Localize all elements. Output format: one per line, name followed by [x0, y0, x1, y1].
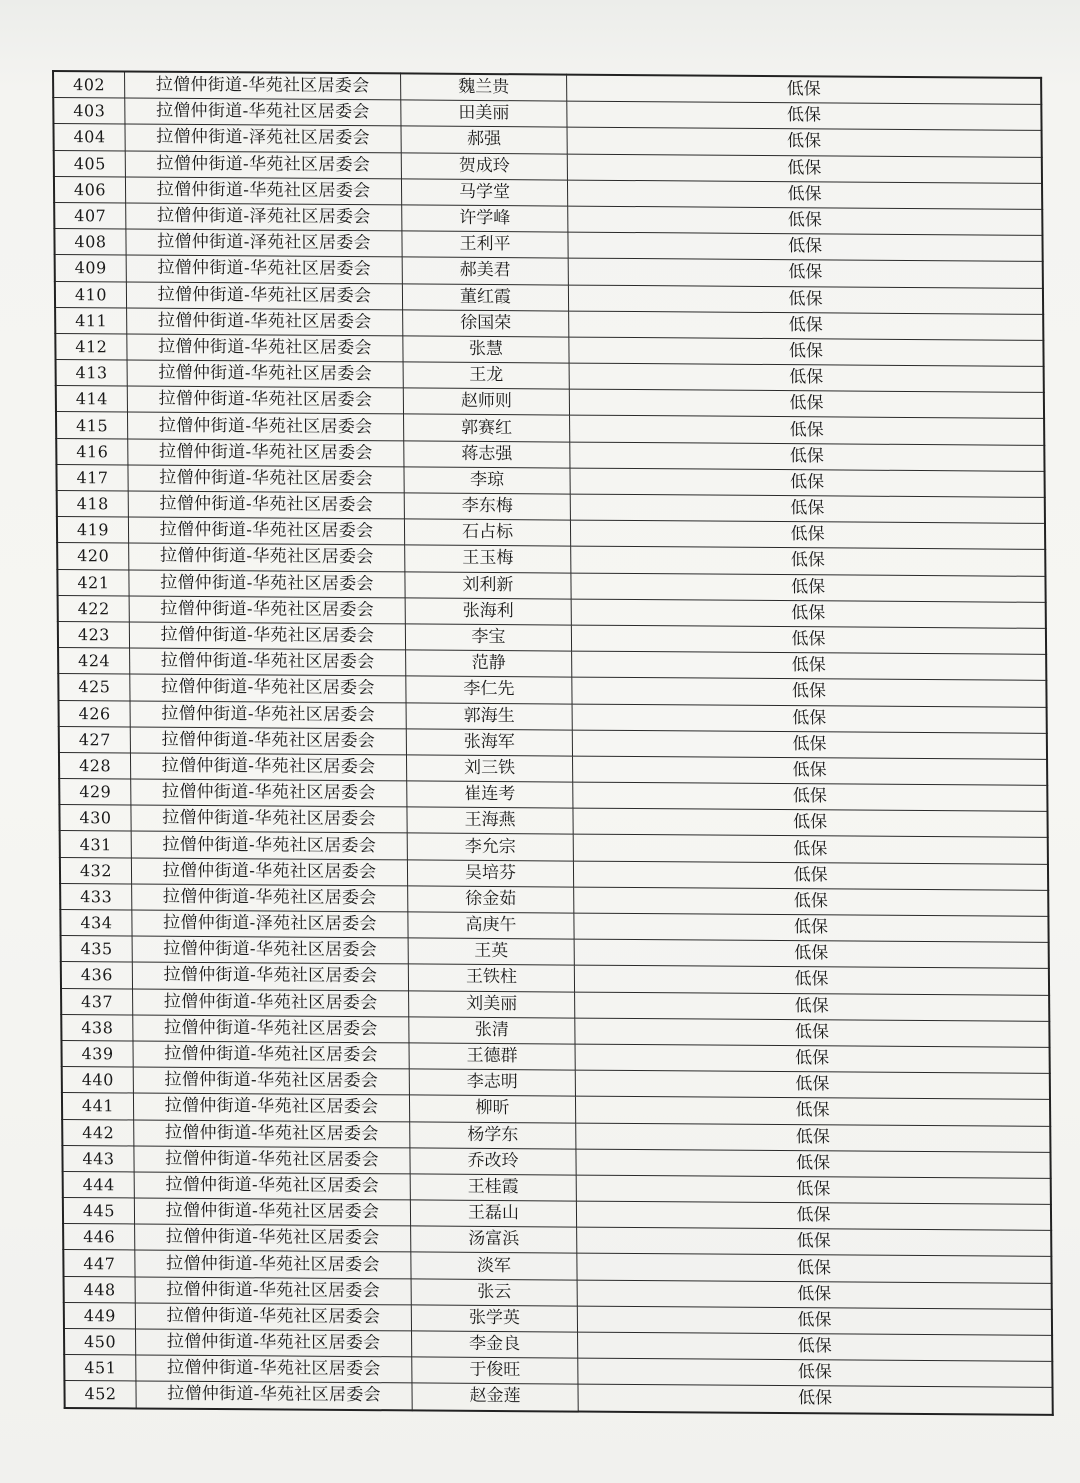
row-number: 432 [60, 857, 132, 884]
row-name: 郝强 [401, 126, 567, 153]
row-number: 406 [54, 176, 126, 203]
row-unit: 拉僧仲街道-华苑社区居委会 [136, 1381, 412, 1410]
row-type: 低保 [575, 1044, 1050, 1073]
row-number: 416 [56, 438, 128, 465]
row-name: 张学英 [411, 1305, 577, 1332]
row-unit: 拉僧仲街道-华苑社区居委会 [131, 858, 407, 886]
row-name: 王利平 [402, 231, 568, 258]
row-unit: 拉僧仲街道-华苑社区居委会 [128, 465, 404, 493]
row-number: 421 [57, 569, 129, 596]
row-name: 乔改玲 [410, 1148, 576, 1175]
row-name: 郝美君 [402, 257, 568, 284]
row-name: 王龙 [403, 362, 569, 389]
row-type: 低保 [569, 389, 1044, 418]
row-unit: 拉僧仲街道-泽苑社区居委会 [132, 910, 408, 938]
row-type: 低保 [567, 154, 1042, 183]
row-number: 411 [55, 307, 127, 334]
row-number: 441 [62, 1093, 134, 1120]
row-name: 王铁柱 [408, 964, 574, 991]
row-unit: 拉僧仲街道-华苑社区居委会 [127, 308, 403, 336]
row-type: 低保 [567, 75, 1042, 105]
row-number: 442 [62, 1119, 134, 1146]
row-type: 低保 [578, 1332, 1053, 1361]
recipient-table [52, 70, 1054, 1415]
row-type: 低保 [571, 599, 1046, 628]
row-type: 低保 [578, 1384, 1053, 1414]
row-number: 405 [54, 150, 126, 177]
row-type: 低保 [568, 206, 1043, 235]
row-type: 低保 [575, 1018, 1050, 1047]
row-number: 419 [57, 517, 129, 544]
row-number: 444 [63, 1171, 135, 1198]
row-name: 汤富浜 [411, 1226, 577, 1253]
row-type: 低保 [570, 494, 1045, 523]
row-unit: 拉僧仲街道-华苑社区居委会 [135, 1224, 411, 1252]
row-name: 刘三铁 [406, 755, 572, 782]
row-name: 淡军 [411, 1252, 577, 1279]
row-name: 刘美丽 [409, 990, 575, 1017]
row-name: 李琼 [404, 467, 570, 494]
row-number: 447 [63, 1250, 135, 1277]
row-number: 417 [56, 464, 128, 491]
row-type: 低保 [571, 573, 1046, 602]
row-unit: 拉僧仲街道-华苑社区居委会 [131, 831, 407, 859]
row-name: 刘利新 [405, 571, 571, 598]
row-type: 低保 [567, 180, 1042, 209]
row-unit: 拉僧仲街道-华苑社区居委会 [136, 1355, 412, 1383]
row-number: 433 [60, 883, 132, 910]
row-type: 低保 [570, 520, 1045, 549]
row-number: 431 [60, 831, 132, 858]
row-name: 柳昕 [409, 1095, 575, 1122]
row-unit: 拉僧仲街道-华苑社区居委会 [133, 1093, 409, 1121]
row-name: 赵金莲 [412, 1383, 578, 1411]
row-number: 408 [54, 229, 126, 256]
row-number: 418 [57, 490, 129, 517]
row-unit: 拉僧仲街道-华苑社区居委会 [128, 517, 404, 545]
row-type: 低保 [572, 651, 1047, 680]
row-type: 低保 [567, 101, 1042, 130]
row-number: 448 [64, 1276, 136, 1303]
row-unit: 拉僧仲街道-华苑社区居委会 [129, 543, 405, 571]
row-number: 428 [59, 752, 131, 779]
row-name: 郭赛红 [404, 414, 570, 441]
row-number: 403 [53, 98, 125, 125]
row-name: 王德群 [409, 1043, 575, 1070]
row-number: 452 [64, 1381, 136, 1408]
row-unit: 拉僧仲街道-华苑社区居委会 [125, 177, 401, 205]
row-name: 贺成玲 [401, 152, 567, 179]
row-name: 范静 [406, 650, 572, 677]
row-type: 低保 [577, 1227, 1052, 1256]
row-unit: 拉僧仲街道-泽苑社区居委会 [126, 203, 402, 231]
row-name: 张海利 [405, 598, 571, 625]
row-number: 422 [58, 595, 130, 622]
row-type: 低保 [571, 546, 1046, 575]
row-number: 404 [53, 124, 125, 151]
row-number: 438 [61, 1014, 133, 1041]
row-unit: 拉僧仲街道-华苑社区居委会 [128, 439, 404, 467]
row-name: 高庚午 [408, 912, 574, 939]
row-unit: 拉僧仲街道-华苑社区居委会 [133, 1067, 409, 1095]
row-type: 低保 [574, 913, 1049, 942]
row-name: 王玉梅 [405, 545, 571, 572]
row-name: 王磊山 [410, 1200, 576, 1227]
row-number: 402 [53, 71, 125, 98]
row-type: 低保 [573, 861, 1048, 890]
row-number: 443 [62, 1145, 134, 1172]
row-name: 李东梅 [404, 493, 570, 520]
row-number: 412 [55, 333, 127, 360]
row-type: 低保 [571, 625, 1046, 654]
row-number: 423 [58, 621, 130, 648]
row-name: 蒋志强 [404, 441, 570, 468]
row-number: 440 [62, 1067, 134, 1094]
row-type: 低保 [572, 677, 1047, 706]
row-type: 低保 [573, 808, 1048, 837]
row-unit: 拉僧仲街道-华苑社区居委会 [135, 1329, 411, 1357]
row-unit: 拉僧仲街道-华苑社区居委会 [134, 1119, 410, 1147]
row-number: 436 [61, 962, 133, 989]
row-name: 杨学东 [410, 1121, 576, 1148]
row-type: 低保 [575, 1096, 1050, 1125]
row-type: 低保 [576, 1201, 1051, 1230]
row-type: 低保 [577, 1254, 1052, 1283]
row-name: 王英 [408, 938, 574, 965]
row-unit: 拉僧仲街道-华苑社区居委会 [125, 98, 401, 126]
row-number: 415 [56, 412, 128, 439]
row-unit: 拉僧仲街道-华苑社区居委会 [132, 962, 408, 990]
row-name: 许学峰 [402, 205, 568, 232]
row-name: 李志明 [409, 1069, 575, 1096]
row-type: 低保 [570, 468, 1045, 497]
row-number: 429 [59, 779, 131, 806]
row-name: 魏兰贵 [401, 73, 567, 101]
row-unit: 拉僧仲街道-华苑社区居委会 [134, 1198, 410, 1226]
row-number: 451 [64, 1355, 136, 1382]
row-number: 425 [58, 674, 130, 701]
row-name: 田美丽 [401, 100, 567, 127]
row-number: 410 [55, 281, 127, 308]
row-unit: 拉僧仲街道-华苑社区居委会 [128, 491, 404, 519]
row-number: 446 [63, 1224, 135, 1251]
row-type: 低保 [576, 1123, 1051, 1152]
row-type: 低保 [576, 1175, 1051, 1204]
row-type: 低保 [570, 442, 1045, 471]
row-unit: 拉僧仲街道-华苑社区居委会 [133, 989, 409, 1017]
row-type: 低保 [570, 416, 1045, 445]
row-name: 赵师则 [403, 388, 569, 415]
row-name: 吴培芬 [407, 860, 573, 887]
row-unit: 拉僧仲街道-华苑社区居委会 [126, 282, 402, 310]
row-unit: 拉僧仲街道-华苑社区居委会 [129, 596, 405, 624]
row-unit: 拉僧仲街道-华苑社区居委会 [129, 622, 405, 650]
row-type: 低保 [572, 756, 1047, 785]
row-type: 低保 [576, 1149, 1051, 1178]
row-type: 低保 [568, 285, 1043, 314]
row-unit: 拉僧仲街道-华苑社区居委会 [130, 753, 406, 781]
row-number: 434 [60, 909, 132, 936]
row-type: 低保 [568, 258, 1043, 287]
row-name: 马学堂 [401, 179, 567, 206]
row-name: 石占标 [404, 519, 570, 546]
row-unit: 拉僧仲街道-华苑社区居委会 [127, 386, 403, 414]
row-number: 427 [59, 726, 131, 753]
row-type: 低保 [578, 1358, 1053, 1387]
row-name: 王海燕 [407, 807, 573, 834]
row-unit: 拉僧仲街道-华苑社区居委会 [130, 648, 406, 676]
row-unit: 拉僧仲街道-华苑社区居委会 [133, 1015, 409, 1043]
row-name: 张慧 [403, 336, 569, 363]
document-page [52, 70, 1054, 1437]
row-number: 409 [55, 255, 127, 282]
row-type: 低保 [572, 704, 1047, 733]
row-name: 王桂霞 [410, 1174, 576, 1201]
row-type: 低保 [573, 782, 1048, 811]
row-unit: 拉僧仲街道-华苑社区居委会 [135, 1250, 411, 1278]
row-name: 张海军 [406, 729, 572, 756]
row-unit: 拉僧仲街道-泽苑社区居委会 [125, 124, 401, 152]
row-name: 董红霞 [402, 283, 568, 310]
row-unit: 拉僧仲街道-华苑社区居委会 [130, 674, 406, 702]
row-type: 低保 [575, 992, 1050, 1021]
row-type: 低保 [569, 337, 1044, 366]
row-number: 439 [61, 1040, 133, 1067]
row-name: 李仁先 [406, 676, 572, 703]
row-unit: 拉僧仲街道-华苑社区居委会 [126, 255, 402, 283]
row-number: 450 [64, 1328, 136, 1355]
row-unit: 拉僧仲街道-华苑社区居委会 [127, 334, 403, 362]
row-type: 低保 [574, 939, 1049, 968]
row-unit: 拉僧仲街道-华苑社区居委会 [132, 884, 408, 912]
row-unit: 拉僧仲街道-华苑社区居委会 [134, 1146, 410, 1174]
row-type: 低保 [569, 311, 1044, 340]
row-type: 低保 [575, 1070, 1050, 1099]
row-number: 426 [58, 700, 130, 727]
row-unit: 拉僧仲街道-华苑社区居委会 [131, 805, 407, 833]
row-unit: 拉僧仲街道-泽苑社区居委会 [126, 229, 402, 257]
row-name: 于俊旺 [412, 1357, 578, 1384]
row-type: 低保 [574, 887, 1049, 916]
row-type: 低保 [577, 1306, 1052, 1335]
row-type: 低保 [567, 127, 1042, 156]
row-name: 崔连考 [407, 781, 573, 808]
row-name: 张清 [409, 1017, 575, 1044]
row-unit: 拉僧仲街道-华苑社区居委会 [135, 1277, 411, 1305]
table-body [53, 71, 1053, 1414]
row-number: 407 [54, 202, 126, 229]
row-unit: 拉僧仲街道-华苑社区居委会 [131, 779, 407, 807]
row-type: 低保 [573, 835, 1048, 864]
row-unit: 拉僧仲街道-华苑社区居委会 [127, 360, 403, 388]
row-type: 低保 [572, 730, 1047, 759]
row-name: 郭海生 [406, 702, 572, 729]
row-unit: 拉僧仲街道-华苑社区居委会 [133, 1041, 409, 1069]
row-unit: 拉僧仲街道-华苑社区居委会 [132, 936, 408, 964]
row-name: 徐金茹 [408, 886, 574, 913]
row-number: 445 [63, 1198, 135, 1225]
row-name: 徐国荣 [403, 310, 569, 337]
row-unit: 拉僧仲街道-华苑社区居委会 [134, 1172, 410, 1200]
row-unit: 拉僧仲街道-华苑社区居委会 [129, 570, 405, 598]
row-unit: 拉僧仲街道-华苑社区居委会 [130, 727, 406, 755]
row-name: 李允宗 [407, 833, 573, 860]
row-type: 低保 [574, 965, 1049, 994]
row-unit: 拉僧仲街道-华苑社区居委会 [125, 151, 401, 179]
row-name: 张云 [411, 1279, 577, 1306]
row-unit: 拉僧仲街道-华苑社区居委会 [127, 412, 403, 440]
row-number: 437 [61, 988, 133, 1015]
row-number: 414 [56, 386, 128, 413]
row-number: 420 [57, 543, 129, 570]
row-number: 413 [56, 360, 128, 387]
row-number: 424 [58, 648, 130, 675]
row-type: 低保 [577, 1280, 1052, 1309]
row-name: 李金良 [412, 1331, 578, 1358]
row-unit: 拉僧仲街道-华苑社区居委会 [130, 700, 406, 728]
table-row [64, 1381, 1052, 1415]
row-unit: 拉僧仲街道-华苑社区居委会 [135, 1303, 411, 1331]
row-name: 李宝 [405, 624, 571, 651]
row-unit: 拉僧仲街道-华苑社区居委会 [125, 72, 401, 101]
row-number: 435 [61, 936, 133, 963]
row-type: 低保 [569, 363, 1044, 392]
row-type: 低保 [568, 232, 1043, 261]
row-number: 430 [59, 805, 131, 832]
row-number: 449 [64, 1302, 136, 1329]
